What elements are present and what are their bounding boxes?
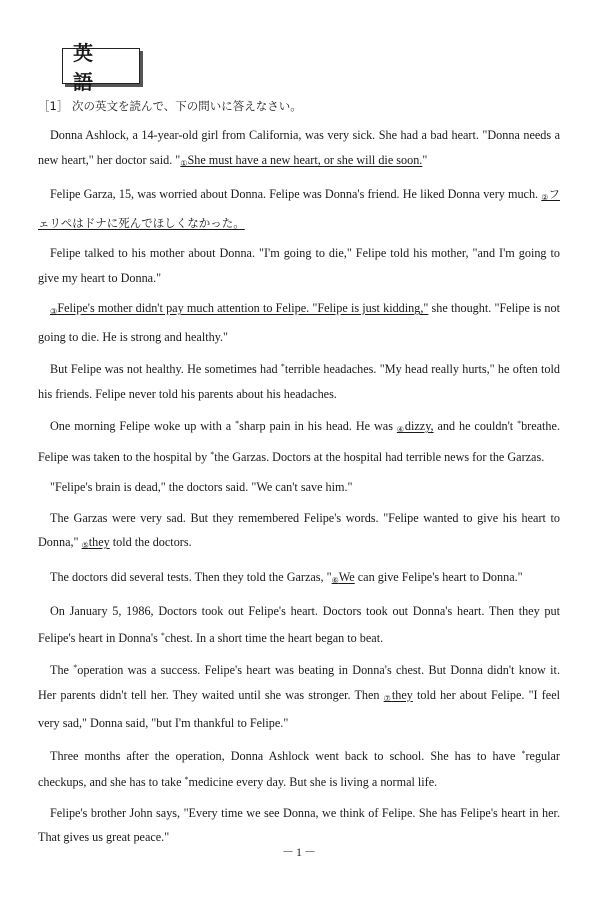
marker-3: ③ xyxy=(50,307,58,316)
p6-text-d: breathe. Felipe was taken to the hospital by xyxy=(38,419,560,464)
passage-paragraph-9 xyxy=(38,565,560,594)
passage-paragraph-1 xyxy=(38,123,560,176)
p6-text-c: and he couldn't xyxy=(433,419,518,433)
passage-paragraph-5 xyxy=(38,355,560,406)
glossary-star: * xyxy=(73,663,78,672)
underline-5 xyxy=(82,535,110,549)
marker-1: ① xyxy=(180,158,188,168)
p5-text-b: terrible headaches. "My head really hurts," he often told his friends. Felipe never told his parents about his headaches. xyxy=(38,362,560,401)
p12-text-a: Three months after the operation, Donna Ashlock went back to school. She has to have xyxy=(50,748,522,763)
p12-text-c: medicine every day. But she is living a normal life. xyxy=(188,775,438,789)
underline-3 xyxy=(50,301,428,315)
p5-text-a: But Felipe was not healthy. He sometimes had xyxy=(50,362,281,376)
passage-paragraph-11 xyxy=(38,656,560,736)
p6-text-e: the Garzas. Doctors at the hospital had terrible news for the Garzas. xyxy=(214,449,545,464)
p10-text-b: chest. In a short time the heart began to beat. xyxy=(164,630,384,645)
question-label: ［1］ xyxy=(38,99,69,113)
glossary-star: * xyxy=(517,419,522,428)
glossary-star: * xyxy=(160,630,165,640)
passage-paragraph-13: Felipe's brother John says, "Every time we see Donna, we think of Felipe. She has Felipe's heart in her. That gives us great peace." xyxy=(38,805,560,844)
p11-text-a: The xyxy=(50,663,74,677)
p9-text-a: The doctors did several tests. Then they told the Garzas, " xyxy=(50,569,332,584)
exam-content xyxy=(38,98,560,856)
marker-2: ② xyxy=(541,193,549,202)
glossary-star: * xyxy=(184,775,189,784)
underline-1-text: She must have a new heart, or she will die soon. xyxy=(187,152,423,167)
underline-6 xyxy=(332,570,355,584)
underline-1 xyxy=(180,153,422,167)
passage-paragraph-7: "Felipe's brain is dead," the doctors said. "We can't save him." xyxy=(50,480,353,494)
p4-text-b: she thought. "Felipe is not going to die. He is strong and healthy." xyxy=(38,301,560,344)
marker-6: ⑥ xyxy=(331,575,339,585)
p10-text-a: On January 5, 1986, Doctors took out Felipe's heart. Doctors took out Donna's heart. Then they put Felipe's heart in Donna's xyxy=(38,604,560,645)
p11-text-b: operation was a success. Felipe's heart was beating in Donna's chest. But Donna didn't know it. Her parents didn't tell her. They waited until she was stronger. Then xyxy=(38,663,560,702)
glossary-star: * xyxy=(235,419,240,428)
passage-paragraph-2 xyxy=(38,182,560,235)
passage-paragraph-6 xyxy=(38,412,560,469)
p1-text-a: Donna Ashlock, a 14-year-old girl from California, was very sick. She had a bad heart. "Donna needs a new heart," her doctor said. " xyxy=(38,128,560,167)
question-header xyxy=(38,98,560,114)
underline-6-text: We xyxy=(338,569,355,584)
subject-title-box xyxy=(62,41,140,94)
passage-paragraph-4 xyxy=(38,296,560,349)
underline-7 xyxy=(384,688,413,702)
marker-7: ⑦ xyxy=(383,693,392,703)
p6-text-b: sharp pain in his head. He was xyxy=(239,419,397,433)
p11-text-c: told her about Felipe. "I feel very sad," Donna said, "but I'm thankful to Felipe." xyxy=(38,687,561,730)
marker-5: ⑤ xyxy=(81,541,89,550)
glossary-star: * xyxy=(210,449,215,459)
passage-paragraph-12 xyxy=(38,742,560,795)
underline-3-text: Felipe's mother didn't pay much attention to Felipe. "Felipe is just kidding," xyxy=(57,301,429,315)
p9-text-b: can give Felipe's heart to Donna." xyxy=(354,569,523,584)
page-number: －1－ xyxy=(281,845,318,859)
p12-text-b: regular checkups, and she has to take xyxy=(38,748,560,789)
p8-text-a: The Garzas were very sad. But they remembered Felipe's words. "Felipe wanted to give his heart to Donna," xyxy=(38,510,560,549)
p1-text-b: " xyxy=(422,152,428,167)
glossary-star: * xyxy=(280,362,285,371)
marker-4: ④ xyxy=(396,425,405,434)
underline-4 xyxy=(397,419,434,433)
p2-text-a: Felipe Garza, 15, was worried about Donna. Felipe was Donna's friend. He liked Donna very much. xyxy=(50,187,542,201)
passage-paragraph-10 xyxy=(38,599,560,650)
underline-4-text: dizzy, xyxy=(404,419,434,433)
p6-text-a: One morning Felipe woke up with a xyxy=(50,419,236,433)
subject-title: 英 語 xyxy=(73,41,103,94)
underline-2-text: フェリペはドナに死んでほしくなかった。 xyxy=(38,187,561,230)
passage-paragraph-3: Felipe talked to his mother about Donna. "I'm going to die," Felipe told his mother, "and I'm going to give my heart to Donna." xyxy=(38,246,560,285)
glossary-star: * xyxy=(521,748,526,758)
underline-5-text: they xyxy=(88,535,110,549)
passage-paragraph-8 xyxy=(38,506,560,559)
underline-7-text: they xyxy=(391,687,413,702)
p8-text-b: told the doctors. xyxy=(109,535,192,549)
question-instruction: 次の英文を読んで、下の問いに答えなさい。 xyxy=(71,99,302,113)
